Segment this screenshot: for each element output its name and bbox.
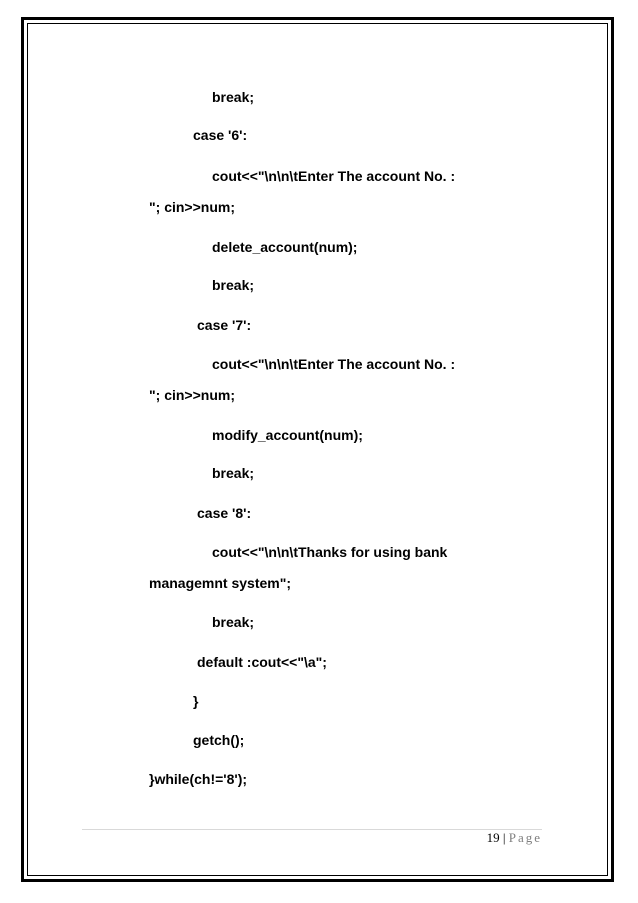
code-line: case '8': <box>197 505 252 521</box>
page-border-inner <box>27 23 608 876</box>
code-line: cout<<"\n\n\tThanks for using bank <box>212 544 448 560</box>
code-line: "; cin>>num; <box>149 199 235 215</box>
code-line: case '7': <box>197 317 252 333</box>
code-line: getch(); <box>193 732 245 748</box>
code-line: break; <box>212 89 255 105</box>
code-line: managemnt system"; <box>149 575 292 591</box>
code-line: break; <box>212 614 255 630</box>
code-line: break; <box>212 277 255 293</box>
code-line: delete_account(num); <box>212 239 358 255</box>
code-line: cout<<"\n\n\tEnter The account No. : <box>212 356 456 372</box>
code-line: case '6': <box>193 127 248 143</box>
page-footer <box>487 830 542 846</box>
page-label: Page <box>508 830 542 845</box>
code-line: }while(ch!='8'); <box>149 771 248 787</box>
code-line: "; cin>>num; <box>149 387 235 403</box>
code-line: break; <box>212 465 255 481</box>
code-line: default :cout<<"\a"; <box>197 654 327 670</box>
code-line: } <box>193 693 199 709</box>
code-line: cout<<"\n\n\tEnter The account No. : <box>212 168 456 184</box>
footer-separator: | <box>499 830 509 845</box>
code-line: modify_account(num); <box>212 427 363 443</box>
footer-divider <box>82 829 542 830</box>
page-number: 19 <box>486 830 500 845</box>
